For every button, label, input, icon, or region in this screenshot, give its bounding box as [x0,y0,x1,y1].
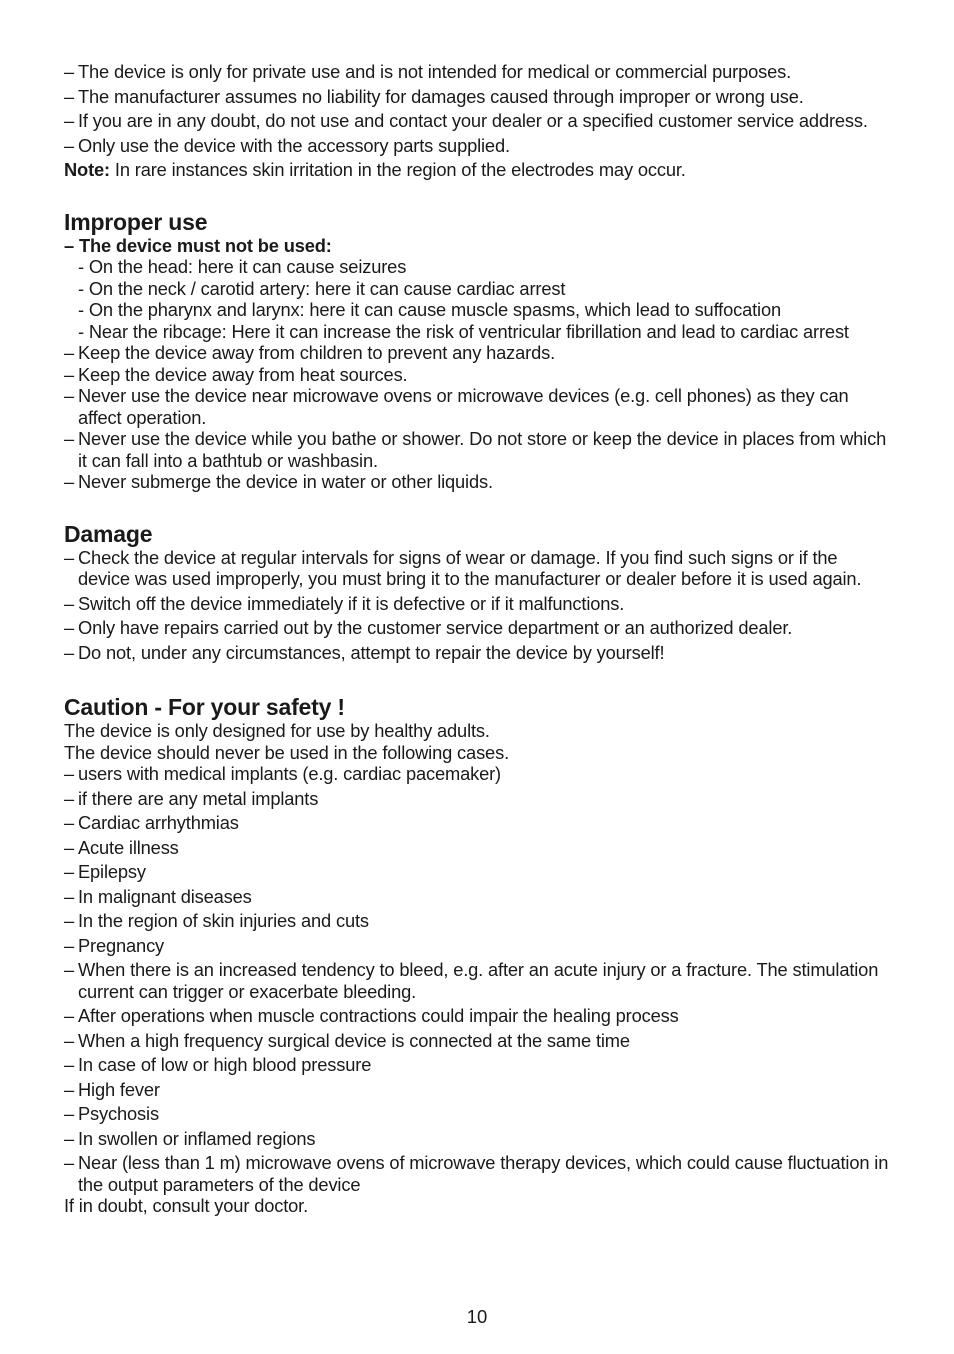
list-item: – When a high frequency surgical device is connected at the same time [64,1030,894,1052]
sub-item: - On the head: here it can cause seizures [78,256,407,277]
note-text: In rare instances skin irritation in the region of the electrodes may occur. [109,159,686,180]
list-item: – Never submerge the device in water or other liquids. [64,471,894,493]
list-item: – The device is only for private use and is not intended for medical or commercial purposes. [64,61,894,83]
sub-item: - On the pharynx and larynx: here it can cause muscle spasms, which lead to suffocation [78,299,781,320]
list-item: – If you are in any doubt, do not use and contact your dealer or a specified customer service address. [64,110,894,132]
list-item: – In the region of skin injuries and cuts [64,910,894,932]
sub-item: - On the neck / carotid artery: here it can cause cardiac arrest [78,277,566,299]
list-item: – In swollen or inflamed regions [64,1128,894,1150]
list-item: – The manufacturer assumes no liability for damages caused through improper or wrong use. [64,86,894,108]
list-item: – Check the device at regular intervals for signs of wear or damage. If you find such signs or if the device was used improperly, you must bring it to the manufacturer or dealer before it is used again. [64,547,894,590]
sub-item: - Near the ribcage: Here it can increase the risk of ventricular fibrillation and lead to cardiac arrest [78,320,849,342]
list-item: – When there is an increased tendency to bleed, e.g. after an acute injury or a fracture. The stimulation current can trigger or exacerbate bleeding. [64,959,894,1002]
caution-section [64,694,894,1217]
list-item: – Epilepsy [64,861,894,883]
section-heading: Damage [64,520,153,547]
document-page [64,61,894,1217]
section-heading: Improper use [64,208,208,235]
improper-use-section [64,209,894,493]
list-item: – Pregnancy [64,935,894,957]
list-item: – Psychosis [64,1103,894,1125]
page-number: 10 [466,1306,488,1327]
list-item: – Near (less than 1 m) microwave ovens of microwave therapy devices, which could cause fluctuation in the output parameters of the device [64,1152,894,1195]
list-item: – After operations when muscle contractions could impair the healing process [64,1005,894,1027]
list-item: – Do not, under any circumstances, attempt to repair the device by yourself! [64,642,894,664]
note [64,159,894,181]
list-item: – In malignant diseases [64,886,894,908]
list-item: – users with medical implants (e.g. cardiac pacemaker) [64,763,894,785]
must-not-label: – The device must not be used: [64,234,332,256]
list-item: – Only use the device with the accessory parts supplied. [64,135,894,157]
damage-section [64,521,894,664]
list-item: – Never use the device near microwave ovens or microwave devices (e.g. cell phones) as they can affect operation. [64,385,894,428]
list-item: – Keep the device away from heat sources. [64,364,894,386]
list-item: – In case of low or high blood pressure [64,1054,894,1076]
caution-intro: The device should never be used in the following cases. [64,741,509,763]
list-item: – Only have repairs carried out by the customer service department or an authorized dealer. [64,617,894,639]
caution-intro: The device is only designed for use by healthy adults. [64,720,490,741]
section-heading: Caution - For your safety ! [64,694,345,720]
list-item: – Acute illness [64,837,894,859]
caution-outro: If in doubt, consult your doctor. [64,1195,309,1216]
list-item: – Keep the device away from children to prevent any hazards. [64,342,894,364]
list-item: – Cardiac arrhythmias [64,812,894,834]
intro-section [64,61,894,181]
note-label: Note: [64,159,110,180]
list-item: – High fever [64,1079,894,1101]
list-item: – Switch off the device immediately if it is defective or if it malfunctions. [64,593,894,615]
list-item: – if there are any metal implants [64,788,894,810]
list-item: – Never use the device while you bathe or shower. Do not store or keep the device in places from which it can fall into a bathtub or washbasin. [64,428,894,471]
